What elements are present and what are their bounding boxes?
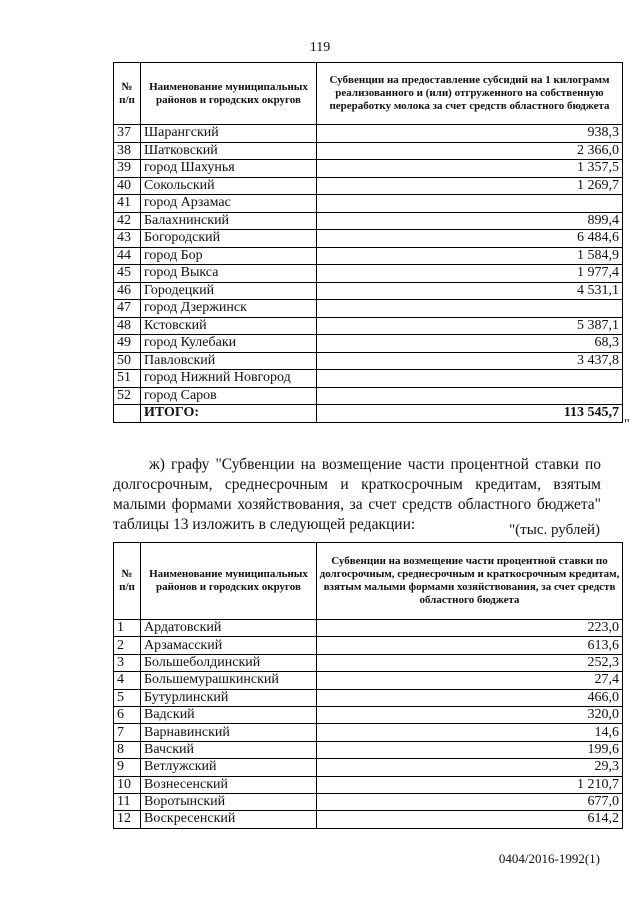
subsidy-value: 1 210,7 [317, 776, 623, 793]
row-number: 6 [114, 706, 141, 723]
row-number: 40 [114, 177, 141, 195]
subsidy-value [317, 370, 623, 388]
subsidy-value: 27,4 [317, 672, 623, 689]
row-number: 4 [114, 672, 141, 689]
header-value: Субвенции на возмещение части процентной ставки по долгосрочным, среднесрочным и краткосрочным кредитам, взятым малыми формами хозяйствования, за счет средств областного бюджета [317, 543, 623, 620]
table-row [114, 195, 623, 213]
header-num: № п/п [114, 63, 141, 125]
total-label: ИТОГО: [141, 405, 317, 423]
subsidy-value: 252,3 [317, 654, 623, 671]
row-number: 2 [114, 637, 141, 654]
row-number: 39 [114, 160, 141, 178]
district-name: город Арзамас [141, 195, 317, 213]
row-number: 11 [114, 793, 141, 810]
district-name: Большемурашкинский [141, 672, 317, 689]
table-row [114, 247, 623, 265]
subsidy-value: 6 484,6 [317, 230, 623, 248]
subsidy-value: 938,3 [317, 125, 623, 143]
closing-quote: " [624, 417, 630, 432]
row-number: 47 [114, 300, 141, 318]
row-number: 42 [114, 212, 141, 230]
table-row [114, 370, 623, 388]
row-number: 43 [114, 230, 141, 248]
table-row [114, 741, 623, 758]
subsidy-value: 3 437,8 [317, 352, 623, 370]
row-number: 8 [114, 741, 141, 758]
district-name: Балахнинский [141, 212, 317, 230]
row-number: 10 [114, 776, 141, 793]
district-name: Большеболдинский [141, 654, 317, 671]
table-row [114, 282, 623, 300]
subsidy-value: 68,3 [317, 335, 623, 353]
subsidy-value: 320,0 [317, 706, 623, 723]
subsidy-value: 1 357,5 [317, 160, 623, 178]
row-number: 41 [114, 195, 141, 213]
district-name: Ардатовский [141, 620, 317, 637]
table-row [114, 637, 623, 654]
row-number: 7 [114, 724, 141, 741]
row-number: 12 [114, 811, 141, 828]
district-name: Вадский [141, 706, 317, 723]
total-value: 113 545,7 [317, 405, 623, 423]
district-name: Городецкий [141, 282, 317, 300]
total-empty-cell [114, 405, 141, 423]
header-name: Наименование муниципальных районов и городских округов [141, 63, 317, 125]
table-row [114, 352, 623, 370]
subsidy-value: 1 269,7 [317, 177, 623, 195]
subsidy-value: 29,3 [317, 759, 623, 776]
table-row [114, 125, 623, 143]
table-row [114, 689, 623, 706]
table-row [114, 317, 623, 335]
table-row [114, 654, 623, 671]
subsidy-value: 14,6 [317, 724, 623, 741]
table-row [114, 672, 623, 689]
district-name: Шарангский [141, 125, 317, 143]
row-number: 5 [114, 689, 141, 706]
table-row [114, 177, 623, 195]
row-number: 49 [114, 335, 141, 353]
district-name: Вачский [141, 741, 317, 758]
subsidy-value: 4 531,1 [317, 282, 623, 300]
subsidy-value: 199,6 [317, 741, 623, 758]
district-name: город Нижний Новгород [141, 370, 317, 388]
table-row [114, 759, 623, 776]
district-name: Воскресенский [141, 811, 317, 828]
table-row [114, 212, 623, 230]
district-name: Богородский [141, 230, 317, 248]
row-number: 48 [114, 317, 141, 335]
district-name: город Выкса [141, 265, 317, 283]
subsidy-value: 2 366,0 [317, 142, 623, 160]
district-name: город Дзержинск [141, 300, 317, 318]
row-number: 50 [114, 352, 141, 370]
table-row [114, 706, 623, 723]
district-name: Ветлужский [141, 759, 317, 776]
district-name: Бутурлинский [141, 689, 317, 706]
table-row [114, 793, 623, 810]
district-name: Шатковский [141, 142, 317, 160]
table-row [114, 776, 623, 793]
subsidy-value: 899,4 [317, 212, 623, 230]
row-number: 46 [114, 282, 141, 300]
subsidy-value [317, 387, 623, 405]
header-name: Наименование муниципальных районов и городских округов [141, 543, 317, 620]
table-row [114, 724, 623, 741]
subsidy-value: 677,0 [317, 793, 623, 810]
district-name: Вознесенский [141, 776, 317, 793]
district-name: город Бор [141, 247, 317, 265]
subsidy-value: 614,2 [317, 811, 623, 828]
total-row [114, 405, 623, 423]
row-number: 51 [114, 370, 141, 388]
table-row [114, 620, 623, 637]
amendment-text: ж) графу "Субвенции на возмещение части процентной ставки по долгосрочным, среднесрочным и краткосрочным кредитам, взятым малыми формами хозяйствования, за счет средств областного бюджета" таблицы 13 изложить в следующей редакции: [113, 456, 601, 533]
subsidy-value: 5 387,1 [317, 317, 623, 335]
district-name: город Кулебаки [141, 335, 317, 353]
header-value: Субвенции на предоставление субсидий на 1 килограмм реализованного и (или) отгруженного на собственную переработку молока за счет средств областного бюджета [317, 63, 623, 125]
subsidy-value [317, 300, 623, 318]
district-name: город Шахунья [141, 160, 317, 178]
table-row [114, 811, 623, 828]
subsidy-value: 223,0 [317, 620, 623, 637]
row-number: 9 [114, 759, 141, 776]
district-name: Кстовский [141, 317, 317, 335]
subsidy-credit-table [113, 542, 623, 829]
row-number: 1 [114, 620, 141, 637]
row-number: 45 [114, 265, 141, 283]
table-row [114, 387, 623, 405]
table-row [114, 142, 623, 160]
row-number: 44 [114, 247, 141, 265]
table-row [114, 335, 623, 353]
subsidy-value: 466,0 [317, 689, 623, 706]
table-row [114, 230, 623, 248]
page-number: 119 [309, 40, 331, 55]
subsidy-value: 1 584,9 [317, 247, 623, 265]
district-name: Варнавинский [141, 724, 317, 741]
table-row [114, 300, 623, 318]
row-number: 38 [114, 142, 141, 160]
district-name: Сокольский [141, 177, 317, 195]
subsidy-milk-table [113, 62, 623, 423]
district-name: Воротынский [141, 793, 317, 810]
district-name: Павловский [141, 352, 317, 370]
subsidy-value: 1 977,4 [317, 265, 623, 283]
subsidy-value: 613,6 [317, 637, 623, 654]
row-number: 52 [114, 387, 141, 405]
header-num: № п/п [114, 543, 141, 620]
table-row [114, 160, 623, 178]
row-number: 37 [114, 125, 141, 143]
district-name: город Саров [141, 387, 317, 405]
document-code: 0404/2016-1992(1) [498, 851, 600, 866]
unit-note: "(тыс. рублей) [509, 522, 600, 538]
district-name: Арзамасский [141, 637, 317, 654]
row-number: 3 [114, 654, 141, 671]
subsidy-value [317, 195, 623, 213]
table-row [114, 265, 623, 283]
